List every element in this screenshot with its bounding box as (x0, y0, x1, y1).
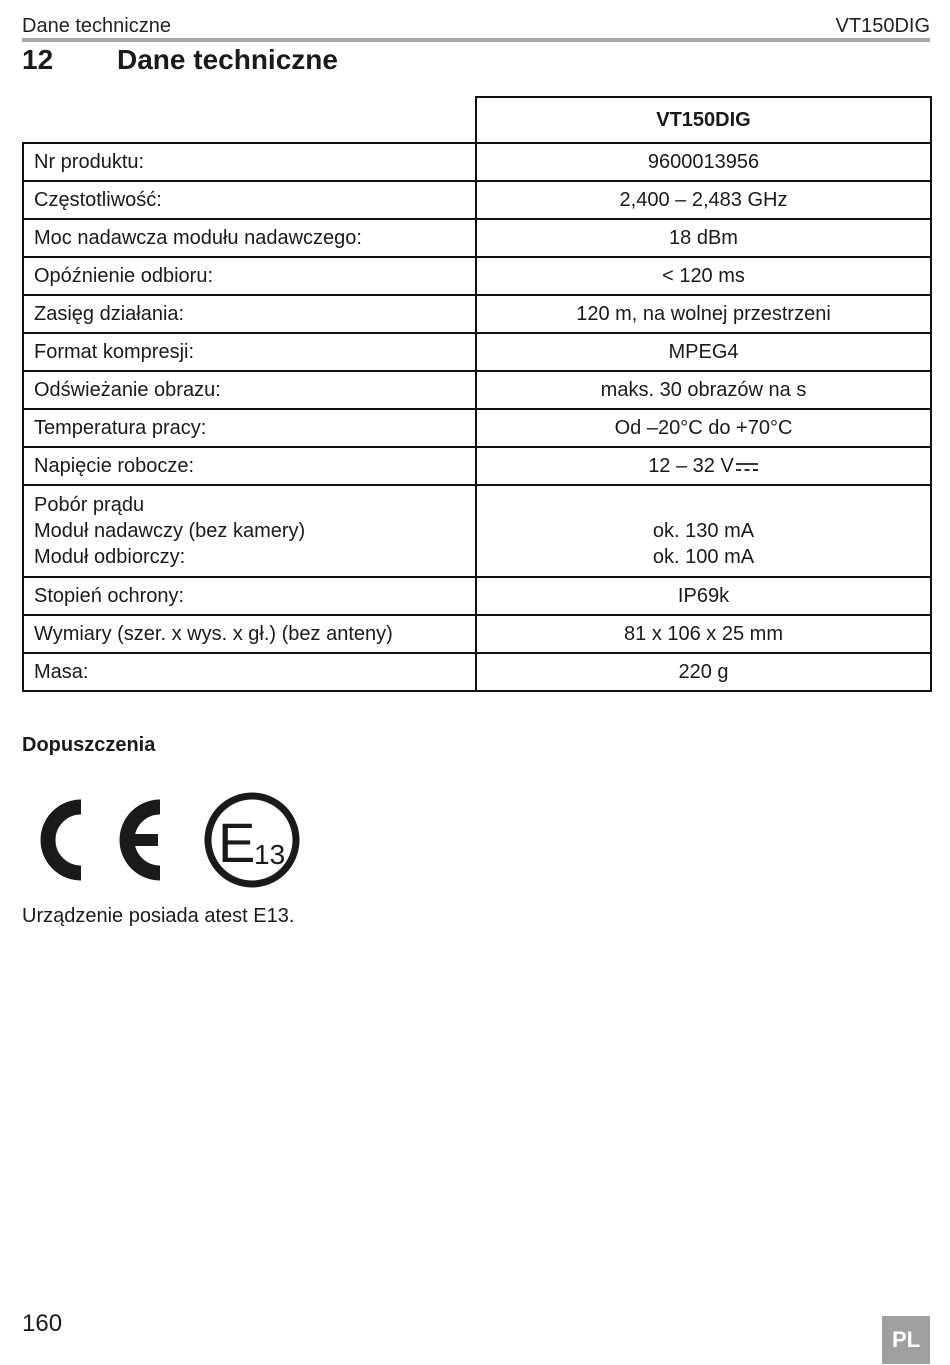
spec-label (23, 485, 476, 577)
approval-marks (22, 788, 312, 898)
spec-value: Od –20°C do +70°C (476, 409, 931, 447)
spec-label-line: Moduł nadawczy (bez kamery) (34, 520, 306, 542)
spec-label: Wymiary (szer. x wys. x gł.) (bez anteny) (23, 615, 476, 653)
table-row (23, 143, 931, 181)
spec-label: Zasięg działania: (23, 295, 476, 333)
spec-value: 18 dBm (476, 219, 931, 257)
table-row (23, 615, 931, 653)
voltage-value: 12 – 32 V (648, 455, 734, 477)
chapter-number: 12 (22, 44, 54, 75)
running-header-left: Dane techniczne (22, 15, 171, 37)
spec-label-line: Pobór prądu (34, 494, 145, 516)
spec-value: 2,400 – 2,483 GHz (476, 181, 931, 219)
spec-value: 120 m, na wolnej przestrzeni (476, 295, 931, 333)
spec-label: Moc nadawcza modułu nadawczego: (23, 219, 476, 257)
spec-label: Odświeżanie obrazu: (23, 371, 476, 409)
e13-number: 13 (254, 839, 286, 870)
spec-value: maks. 30 obrazów na s (476, 371, 931, 409)
spec-value: 9600013956 (476, 143, 931, 181)
spec-label: Stopień ochrony: (23, 577, 476, 615)
spec-value (476, 485, 931, 577)
spec-value: IP69k (476, 577, 931, 615)
spec-value-line (487, 492, 920, 518)
e13-mark-icon (208, 796, 296, 884)
table-row (23, 333, 931, 371)
table-row (23, 447, 931, 485)
spec-value: 220 g (476, 653, 931, 691)
approvals-heading: Dopuszczenia (22, 734, 156, 756)
spec-label: Napięcie robocze: (23, 447, 476, 485)
table-corner-cell (23, 97, 476, 143)
spec-value-line: ok. 100 mA (652, 546, 755, 568)
spec-label: Temperatura pracy: (23, 409, 476, 447)
table-row (23, 219, 931, 257)
spec-label: Format kompresji: (23, 333, 476, 371)
table-row (23, 371, 931, 409)
approval-note: Urządzenie posiada atest E13. (22, 905, 295, 927)
spec-value (476, 447, 931, 485)
table-row (23, 409, 931, 447)
chapter-heading (22, 42, 338, 78)
spec-label: Częstotliwość: (23, 181, 476, 219)
table-row (23, 181, 931, 219)
chapter-title: Dane techniczne (117, 44, 338, 75)
spec-label: Masa: (23, 653, 476, 691)
table-row (23, 577, 931, 615)
spec-value: < 120 ms (476, 257, 931, 295)
model-column-header: VT150DIG (476, 97, 931, 143)
running-header-right: VT150DIG (835, 15, 930, 37)
table-row (23, 257, 931, 295)
spec-label-line: Moduł odbiorczy: (34, 546, 186, 568)
running-header (22, 8, 930, 38)
ce-mark-icon (48, 807, 160, 873)
spec-value-line: ok. 130 mA (652, 520, 755, 542)
dc-voltage-icon (735, 460, 759, 474)
table-row (23, 295, 931, 333)
e13-letter: E (218, 811, 256, 874)
spec-value: 81 x 106 x 25 mm (476, 615, 931, 653)
spec-label: Opóźnienie odbioru: (23, 257, 476, 295)
table-row (23, 653, 931, 691)
page-number: 160 (22, 1310, 63, 1337)
specs-table (22, 96, 932, 692)
table-header-row (23, 97, 931, 143)
language-tab: PL (882, 1316, 930, 1364)
spec-value: MPEG4 (476, 333, 931, 371)
spec-label: Nr produktu: (23, 143, 476, 181)
table-row (23, 485, 931, 577)
